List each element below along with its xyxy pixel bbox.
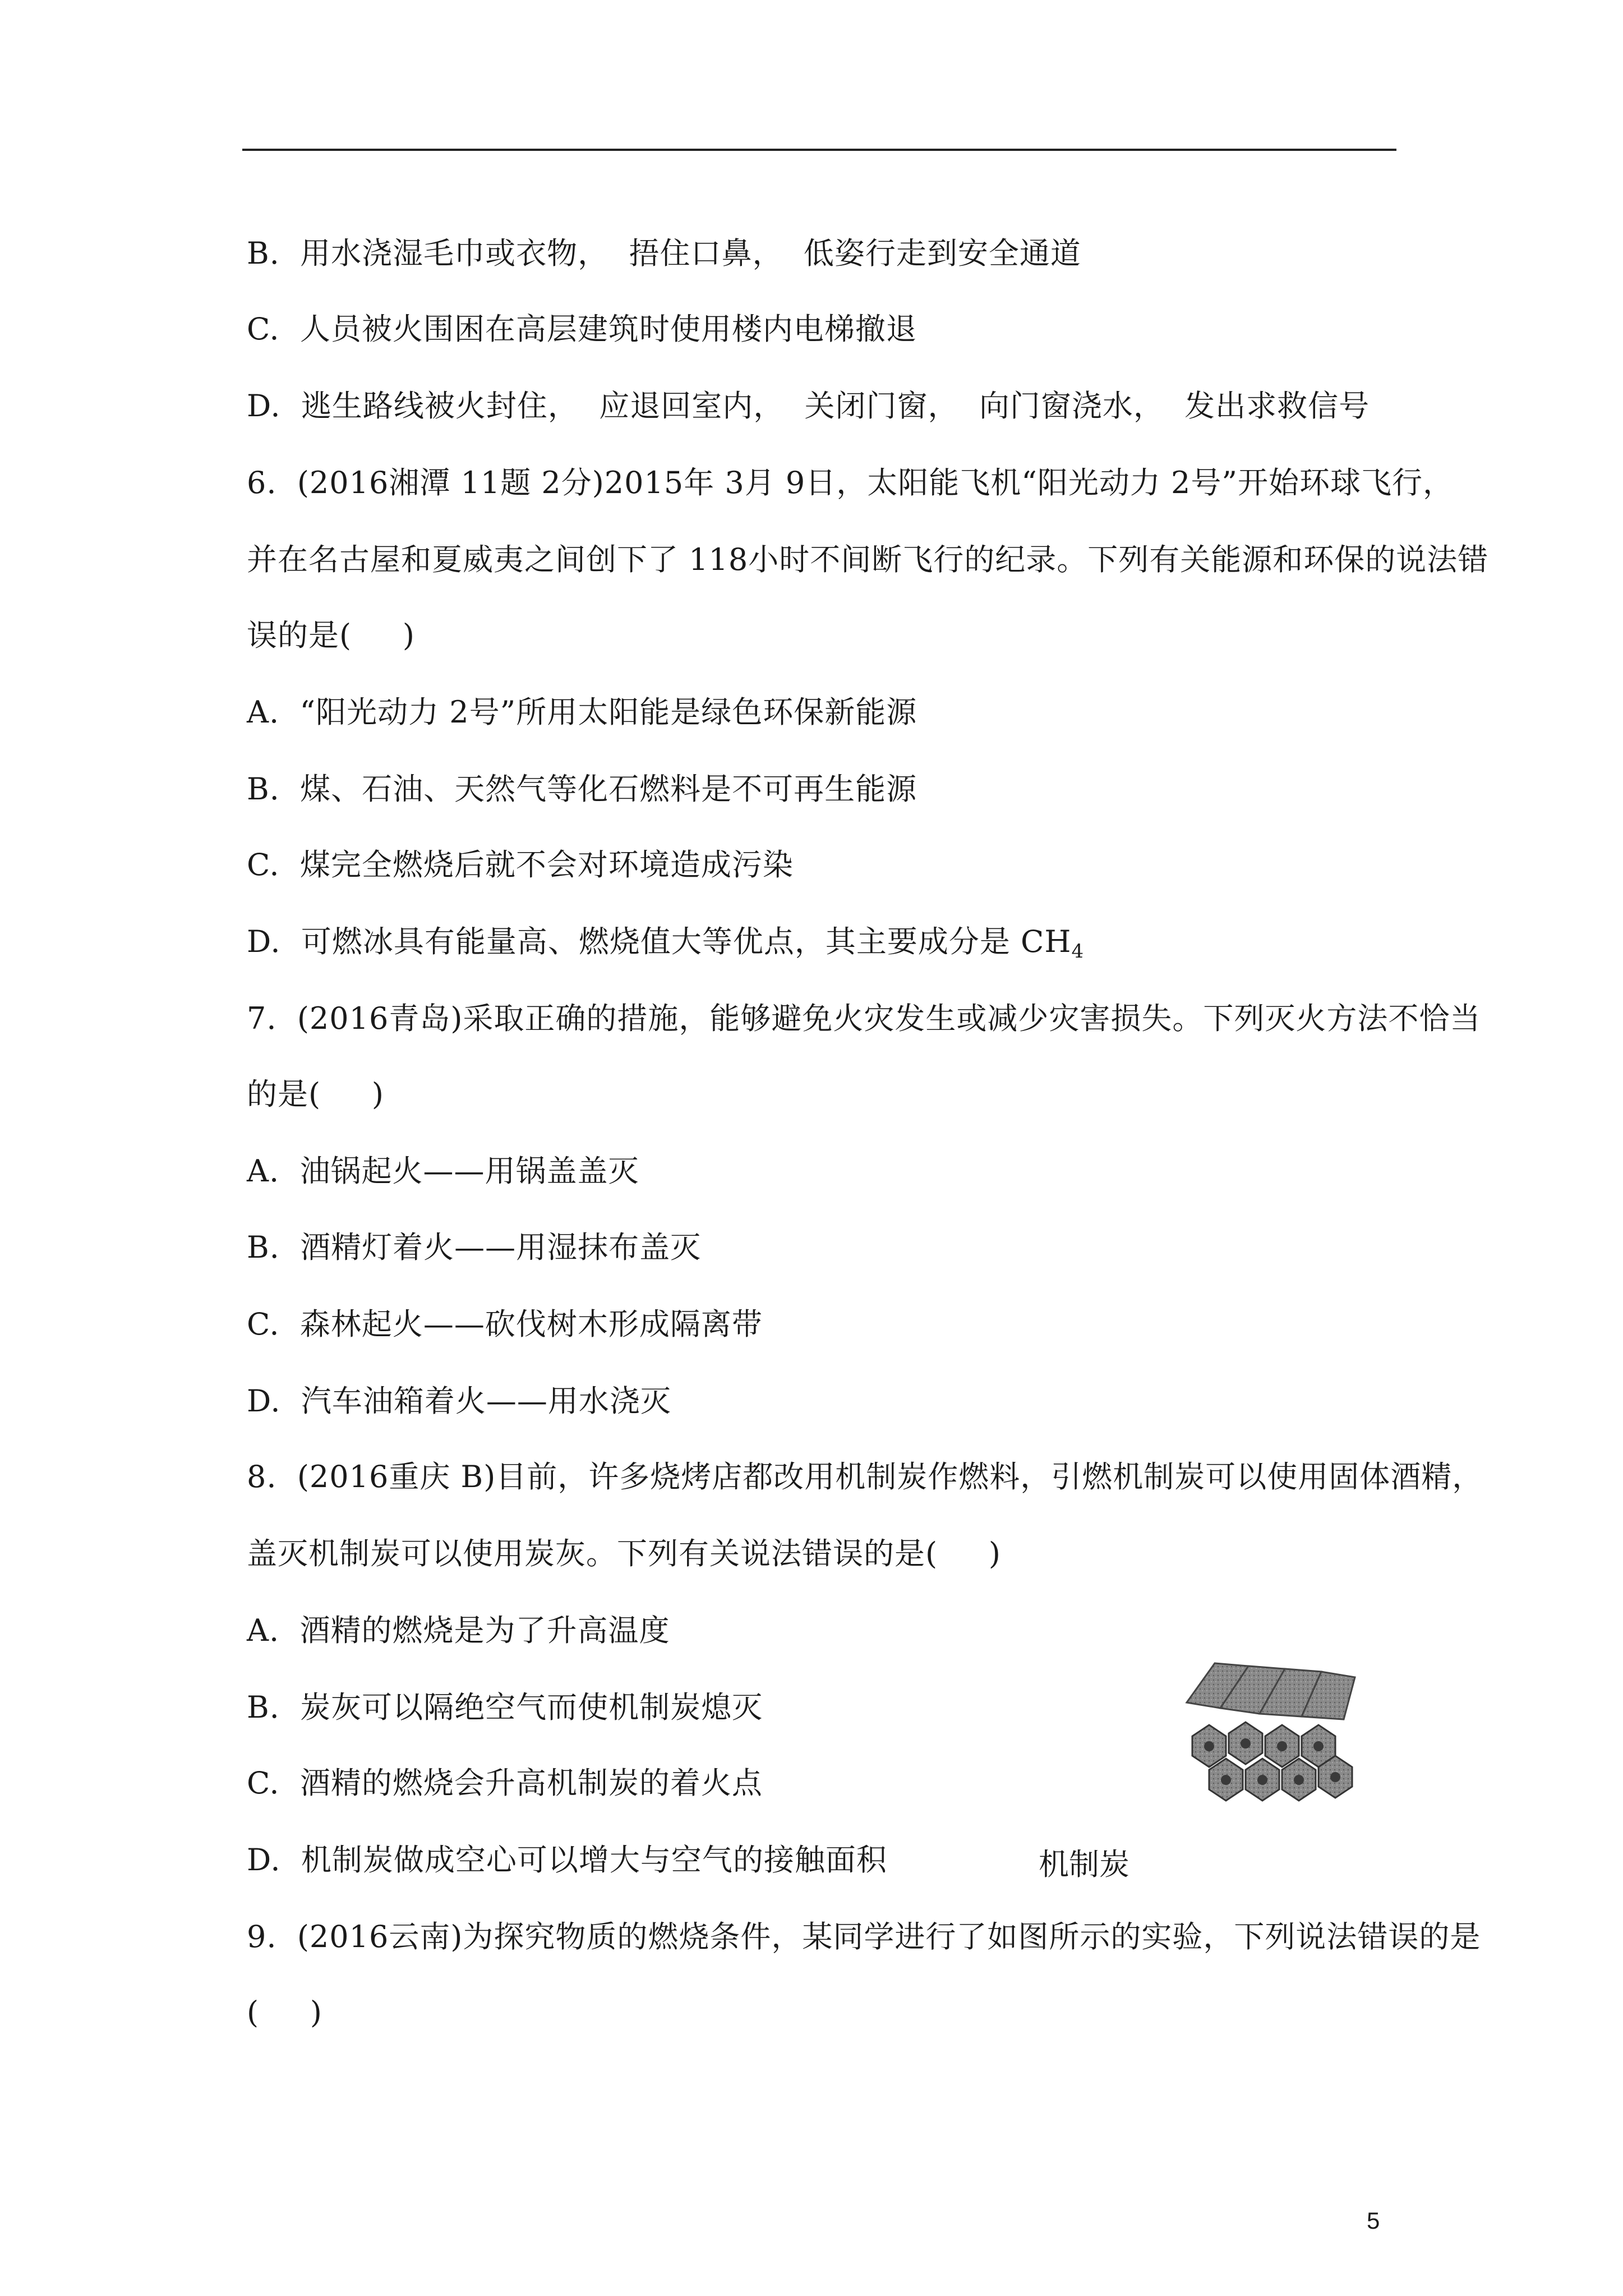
question-8-line-2: 盖灭机制炭可以使用炭灰。下列有关说法错误的是( ) (247, 1536, 1001, 1571)
question-7-line-2: 的是( ) (247, 1076, 384, 1112)
question-9-line-1: 9. (2016云南)为探究物质的燃烧条件，某同学进行了如图所示的实验，下列说法错误的是 (247, 1919, 1481, 1954)
option-d-q7: D. 汽车油箱着火——用水浇灭 (247, 1383, 671, 1419)
ch4-subscript: 4 (1071, 940, 1085, 963)
option-c-q5: C. 人员被火围困在高层建筑时使用楼内电梯撤退 (247, 311, 917, 347)
question-6-line-3: 误的是( ) (247, 618, 415, 653)
option-a-q7: A. 油锅起火——用锅盖盖灭 (247, 1153, 639, 1189)
option-b-q8: B. 炭灰可以隔绝空气而使机制炭熄灭 (247, 1690, 763, 1725)
option-b-q6: B. 煤、石油、天然气等化石燃料是不可再生能源 (247, 771, 917, 807)
question-6-line-1: 6. (2016湘潭 11题 2分)2015年 3月 9日，太阳能飞机“阳光动力 2号”开始环球飞行， (247, 465, 1454, 500)
option-d-q8: D. 机制炭做成空心可以增大与空气的接触面积 (247, 1842, 887, 1878)
option-c-q8: C. 酒精的燃烧会升高机制炭的着火点 (247, 1765, 763, 1801)
page-number: 5 (1367, 2207, 1380, 2234)
option-a-q8: A. 酒精的燃烧是为了升高温度 (247, 1613, 670, 1648)
option-c-q7: C. 森林起火——砍伐树木形成隔离带 (247, 1306, 763, 1342)
charcoal-briquettes-image (1181, 1652, 1361, 1803)
question-7-line-1: 7. (2016青岛)采取正确的措施，能够避免火灾发生或减少灾害损失。下列灭火方法不恰当 (247, 1001, 1481, 1036)
option-d-q6: D. 可燃冰具有能量高、燃烧值大等优点，其主要成分是 $CH_4$ (247, 924, 1085, 963)
option-b-q7: B. 酒精灯着火——用湿抹布盖灭 (247, 1230, 702, 1265)
question-6-line-2: 并在名古屋和夏威夷之间创下了 118小时不间断飞行的纪录。下列有关能源和环保的说法错 (247, 542, 1489, 577)
question-8-line-1: 8. (2016重庆 B)目前，许多烧烤店都改用机制炭作燃料，引燃机制炭可以使用固体酒精， (247, 1459, 1483, 1494)
question-9-line-2: ( ) (247, 1995, 322, 2030)
option-a-q6: A. “阳光动力 2号”所用太阳能是绿色环保新能源 (247, 694, 917, 730)
figure-caption: 机制炭 (1039, 1847, 1129, 1882)
option-b-q5: B. 用水浇湿毛巾或衣物， 捂住口鼻， 低姿行走到安全通道 (247, 236, 1081, 271)
header-rule (242, 149, 1396, 151)
option-c-q6: C. 煤完全燃烧后就不会对环境造成污染 (247, 847, 794, 882)
option-d-q5: D. 逃生路线被火封住， 应退回室内， 关闭门窗， 向门窗浇水， 发出求救信号 (247, 388, 1370, 424)
